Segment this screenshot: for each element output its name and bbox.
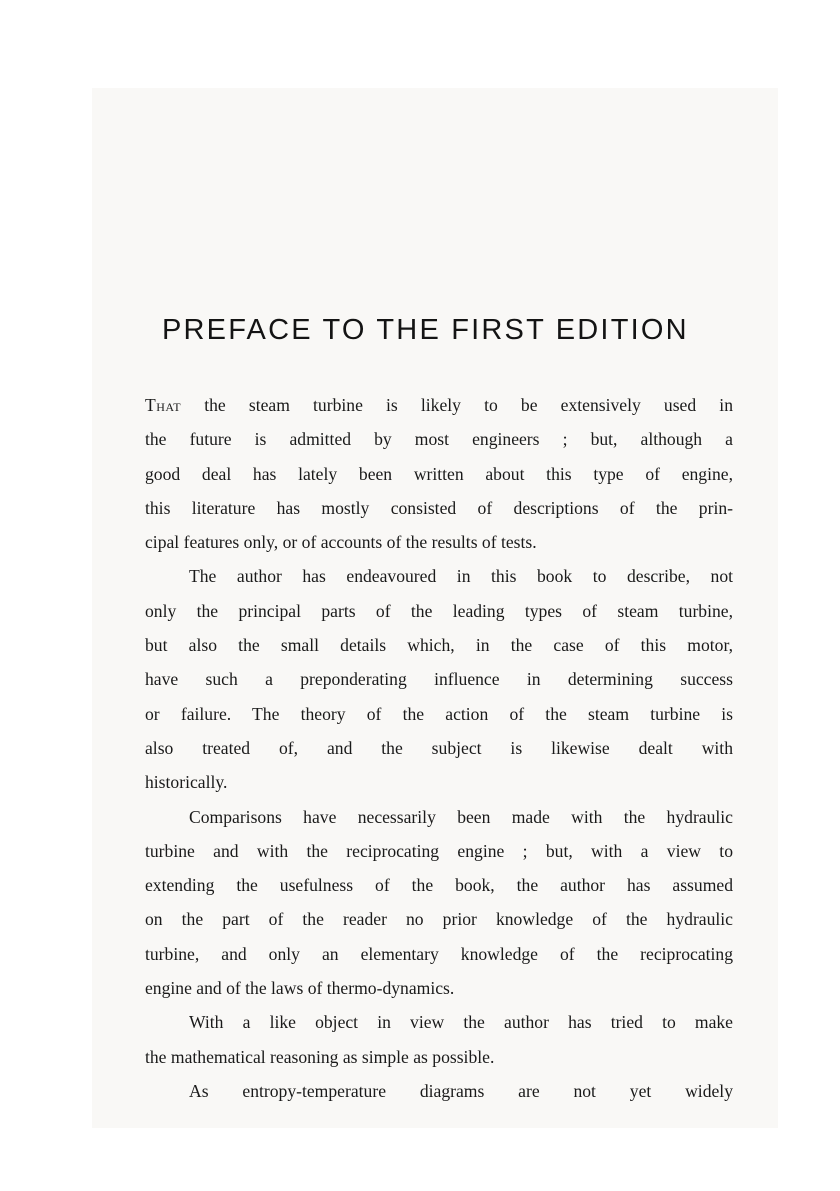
text-line: cipal features only, or of accounts of the results of tests. <box>145 532 537 553</box>
text-line: or failure. The theory of the action of the steam turbine is <box>145 703 733 724</box>
text-line: With a like object in view the author has tried to make <box>189 1012 733 1033</box>
text-line: As entropy-temperature diagrams are not yet widely <box>189 1080 733 1101</box>
text-line: have such a preponderating influence in determining success <box>145 669 733 690</box>
line-text: the steam turbine is likely to be extensively used in <box>181 395 733 415</box>
text-line: only the principal parts of the leading types of steam turbine, <box>145 600 733 621</box>
text-line: also treated of, and the subject is likewise dealt with <box>145 737 733 758</box>
text-line: Comparisons have necessarily been made with the hydraulic <box>189 806 733 827</box>
text-line: historically. <box>145 772 228 793</box>
text-line: extending the usefulness of the book, the author has assumed <box>145 875 733 896</box>
drop-word: That <box>145 395 182 415</box>
text-line: but also the small details which, in the case of this motor, <box>145 635 733 656</box>
text-line <box>145 388 733 422</box>
text-line: engine and of the laws of thermo-dynamics. <box>145 978 455 999</box>
page-title: PREFACE TO THE FIRST EDITION <box>162 314 689 346</box>
text-line: on the part of the reader no prior knowledge of the hydraulic <box>145 909 733 930</box>
text-line: turbine and with the reciprocating engine ; but, with a view to <box>145 840 733 861</box>
text-line: The author has endeavoured in this book to describe, not <box>189 566 733 587</box>
text-line: the future is admitted by most engineers ; but, although a <box>145 429 733 450</box>
text-line: good deal has lately been written about this type of engine, <box>145 463 733 484</box>
text-line: the mathematical reasoning as simple as possible. <box>145 1046 495 1067</box>
text-line: turbine, and only an elementary knowledge of the reciprocating <box>145 943 733 964</box>
text-line: this literature has mostly consisted of descriptions of the prin- <box>145 497 733 518</box>
preface-body <box>145 388 733 1108</box>
